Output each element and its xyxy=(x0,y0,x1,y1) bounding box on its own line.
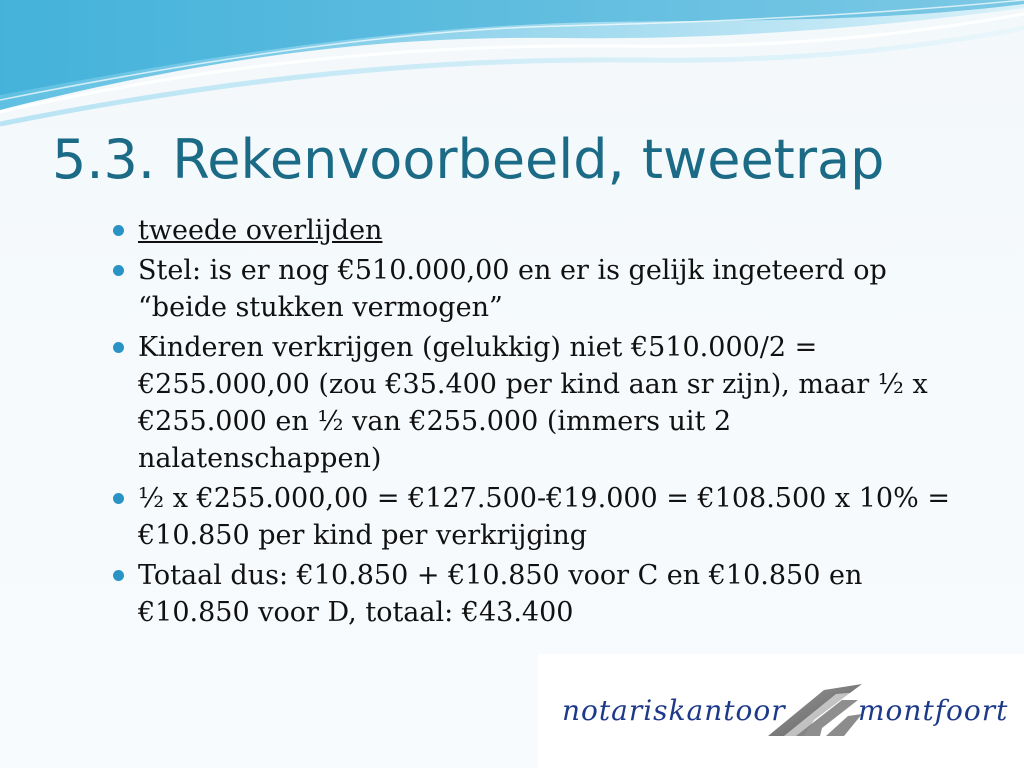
bullet-icon xyxy=(113,342,124,353)
company-logo xyxy=(538,654,1024,768)
slide-content xyxy=(112,212,972,634)
header-wave-decoration xyxy=(0,0,1024,130)
list-item xyxy=(112,480,972,554)
logo-text-left: notariskantoor xyxy=(562,694,786,727)
slide-title: 5.3. Rekenvoorbeeld, tweetrap xyxy=(52,128,885,191)
bullet-text: tweede overlijden xyxy=(138,215,383,246)
list-item xyxy=(112,212,972,249)
logo-mark-icon xyxy=(766,682,864,738)
bullet-icon xyxy=(113,225,124,236)
bullet-text: Kinderen verkrijgen (gelukkig) niet €510.000/2 = €255.000,00 (zou €35.400 per kind aan sr zijn), maar ½ x €255.000 en ½ van €255.000 (immers uit 2 nalatenschappen) xyxy=(138,332,928,474)
bullet-list xyxy=(112,212,972,631)
list-item xyxy=(112,252,972,326)
bullet-text: Totaal dus: €10.850 + €10.850 voor C en €10.850 en €10.850 voor D, totaal: €43.400 xyxy=(138,560,863,628)
bullet-icon xyxy=(113,570,124,581)
bullet-icon xyxy=(113,493,124,504)
list-item xyxy=(112,329,972,477)
bullet-text: ½ x €255.000,00 = €127.500-€19.000 = €108.500 x 10% = €10.850 per kind per verkrijging xyxy=(138,483,950,551)
bullet-icon xyxy=(113,265,124,276)
list-item xyxy=(112,557,972,631)
bullet-text: Stel: is er nog €510.000,00 en er is gelijk ingeteerd op “beide stukken vermogen” xyxy=(138,255,887,323)
logo-text-right: montfoort xyxy=(858,694,1009,727)
